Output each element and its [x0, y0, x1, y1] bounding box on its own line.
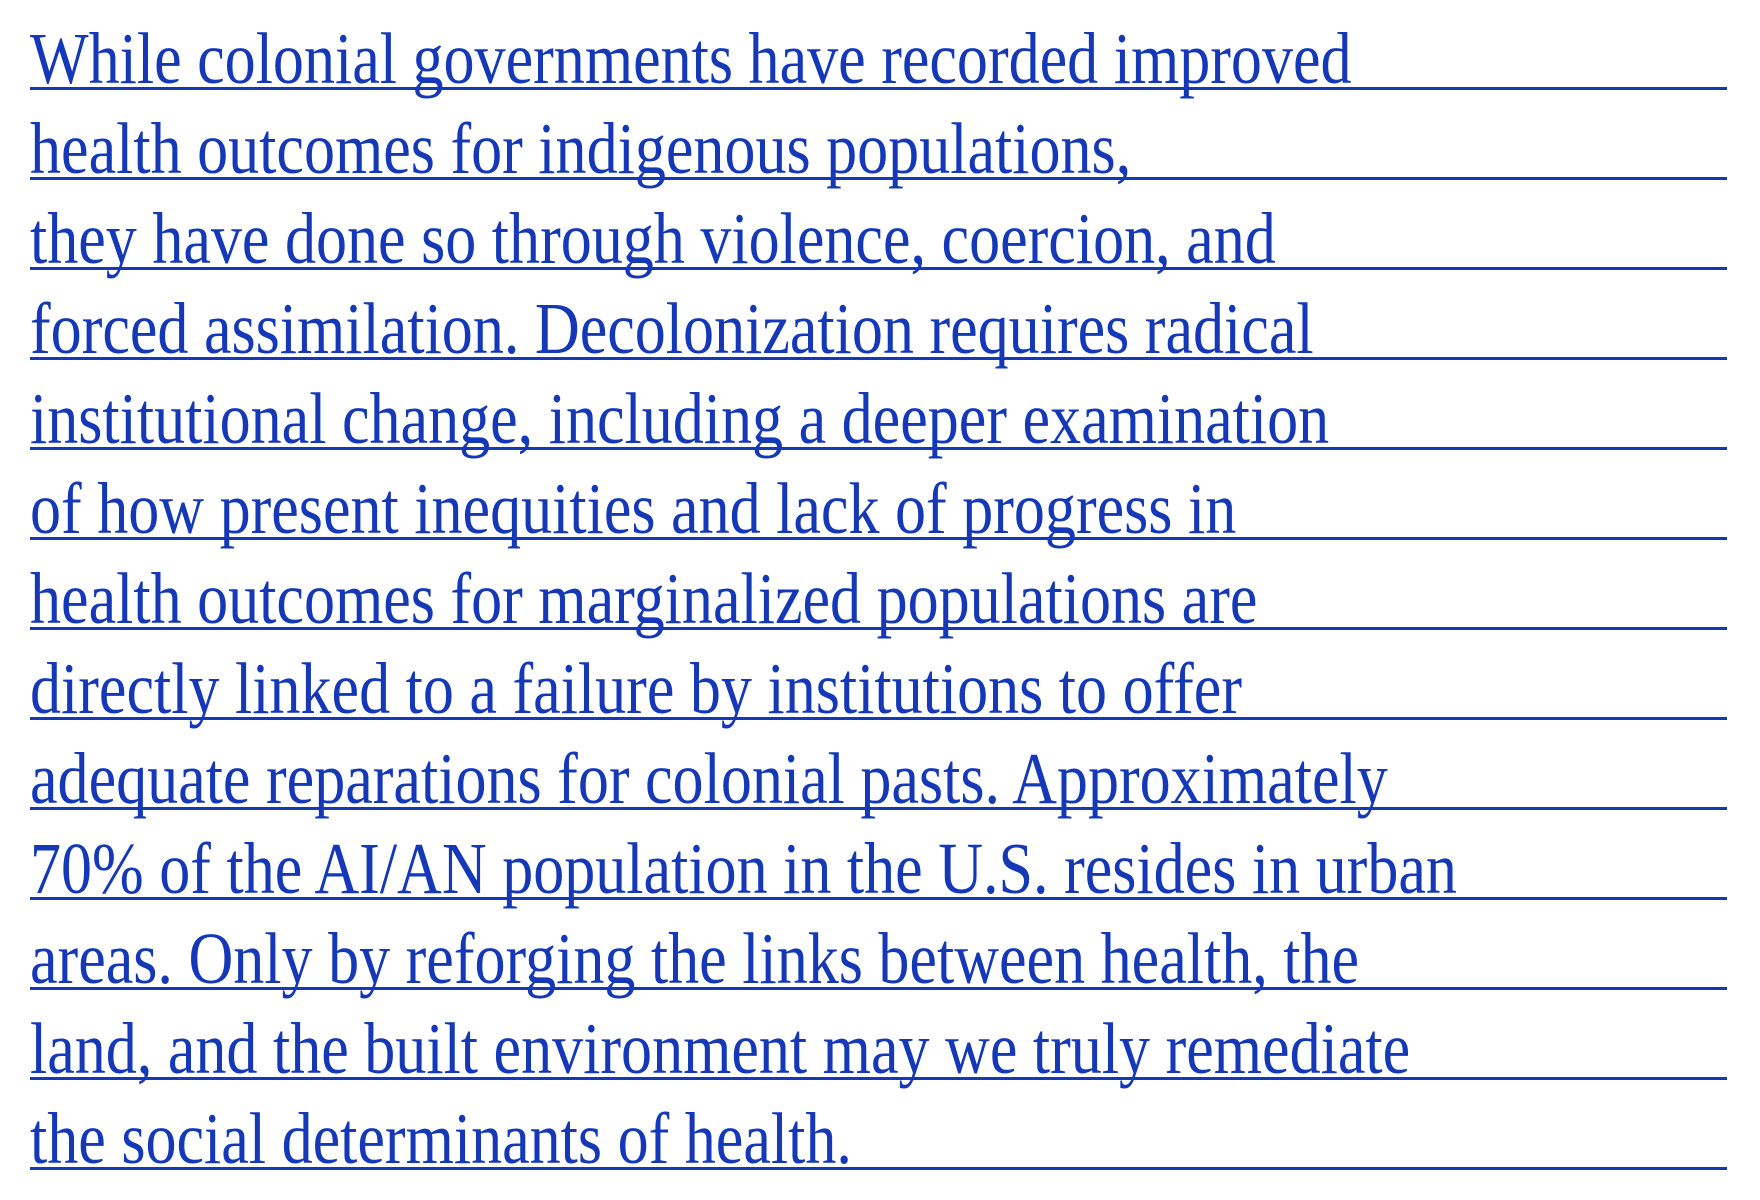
link-line-text[interactable]: areas. Only by reforging the links between health, the — [30, 918, 1360, 999]
link-line[interactable] — [30, 180, 1727, 279]
link-line[interactable] — [30, 90, 1727, 189]
link-line[interactable] — [30, 990, 1727, 1089]
link-line-text[interactable]: health outcomes for marginalized populations are — [30, 558, 1258, 639]
link-line-text[interactable]: of how present inequities and lack of progress in — [30, 468, 1237, 549]
link-line-text[interactable]: directly linked to a failure by institutions to offer — [30, 648, 1243, 729]
linked-text-block — [30, 0, 1727, 1179]
link-line[interactable] — [30, 630, 1727, 729]
link-line-text[interactable]: land, and the built environment may we truly remediate — [30, 1008, 1411, 1089]
link-line-text[interactable]: they have done so through violence, coercion, and — [30, 198, 1276, 279]
link-line[interactable] — [30, 450, 1727, 549]
link-line-text[interactable]: 70% of the AI/AN population in the U.S. resides in urban — [30, 828, 1457, 909]
link-line[interactable] — [30, 720, 1727, 819]
link-line-text[interactable]: While colonial governments have recorded improved — [30, 18, 1352, 99]
link-line[interactable] — [30, 810, 1727, 909]
link-line[interactable] — [30, 360, 1727, 459]
link-line-text[interactable]: health outcomes for indigenous populations, — [30, 108, 1132, 189]
link-line[interactable] — [30, 0, 1727, 99]
link-line-text[interactable]: institutional change, including a deeper examination — [30, 378, 1330, 459]
link-line-text[interactable]: the social determinants of health. — [30, 1098, 852, 1179]
link-line-text[interactable]: forced assimilation. Decolonization requires radical — [30, 288, 1314, 369]
link-line-text[interactable]: adequate reparations for colonial pasts. Approximately — [30, 738, 1388, 819]
link-line[interactable] — [30, 270, 1727, 369]
link-line[interactable] — [30, 540, 1727, 639]
link-line[interactable] — [30, 900, 1727, 999]
